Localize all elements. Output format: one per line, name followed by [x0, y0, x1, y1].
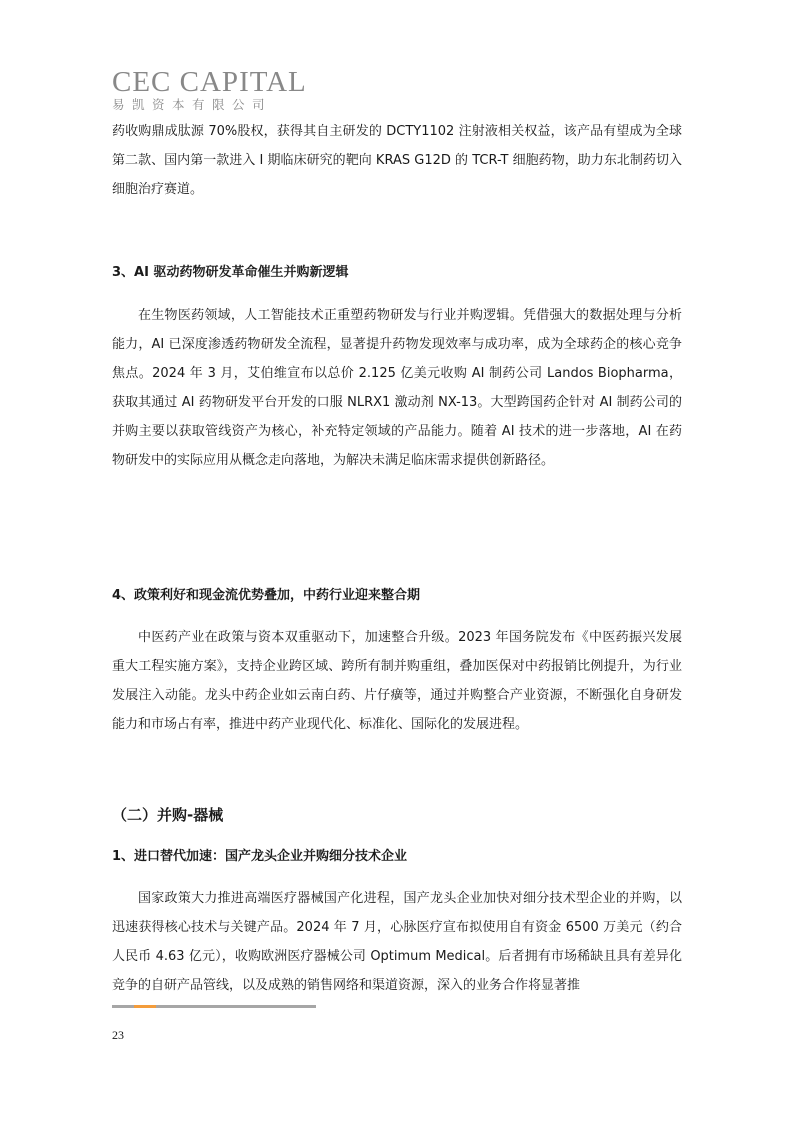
footer-accent-bar	[134, 1005, 156, 1008]
company-logo	[112, 66, 307, 112]
subsection-heading-1: 1、进口替代加速：国产龙头企业并购细分技术企业	[112, 849, 408, 864]
chapter-heading-devices: （二）并购-器械	[112, 806, 224, 824]
section-heading-3: 3、AI 驱动药物研发革命催生并购新逻辑	[112, 265, 349, 280]
chapter-heading-block	[112, 804, 682, 826]
logo-wordmark: CEC CAPITAL	[112, 66, 307, 98]
section-4-body-block	[112, 623, 682, 739]
page-number: 23	[112, 1028, 124, 1042]
section-heading-4: 4、政策利好和现金流优势叠加，中药行业迎来整合期	[112, 588, 421, 603]
subsection-1-heading-block	[112, 846, 682, 868]
logo-chinese-name: 易凯资本有限公司	[112, 97, 273, 112]
paragraph-section-4: 中医药产业在政策与资本双重驱动下，加速整合升级。2023 年国务院发布《中医药振兴发展重大工程实施方案》，支持企业跨区域、跨所有制并购重组，叠加医保对中药报销比例提升，为行业发展注入动能。龙头中药企业如云南白药、片仔癀等，通过并购整合产业资源，不断强化自身研发能力和市场占有率，推进中药产业现代化、标准化、国际化的发展进程。	[112, 630, 682, 732]
subsection-1-body-block	[112, 884, 682, 1000]
paragraph-intro-block	[112, 117, 682, 204]
paragraph-section-3: 在生物医药领域，人工智能技术正重塑药物研发与行业并购逻辑。凭借强大的数据处理与分析能力，AI 已深度渗透药物研发全流程，显著提升药物发现效率与成功率，成为全球药企的核心竞争焦点。2024 年 3 月，艾伯维宣布以总价 2.125 亿美元收购 AI 制药公司 Landos Biopharma，获取其通过 AI 药物研发平台开发的口服 NLRX1 激动剂 NX-13。大型跨国药企针对 AI 制药公司的并购主要以获取管线资产为核心，补充特定领域的产品能力。随着 AI 技术的进一步落地，AI 在药物研发中的实际应用从概念走向落地，为解决未满足临床需求提供创新路径。	[112, 308, 682, 468]
paragraph-subsection-1: 国家政策大力推进高端医疗器械国产化进程，国产龙头企业加快对细分技术型企业的并购，以迅速获得核心技术与关键产品。2024 年 7 月，心脉医疗宣布拟使用自有资金 6500 万美元（约合人民币 4.63 亿元），收购欧洲医疗器械公司 Optimum Medical。后者拥有市场稀缺且具有差异化竞争的自研产品管线，以及成熟的销售网络和渠道资源，深入的业务合作将显著推	[112, 891, 682, 993]
paragraph-intro: 药收购鼎成肽源 70%股权，获得其自主研发的 DCTY1102 注射液相关权益，该产品有望成为全球第二款、国内第一款进入 I 期临床研究的靶向 KRAS G12D 的 TCR-T 细胞药物，助力东北制药切入细胞治疗赛道。	[112, 124, 682, 197]
section-3-body-block	[112, 301, 682, 475]
section-3-heading-block	[112, 262, 682, 284]
section-4-heading-block	[112, 585, 682, 607]
